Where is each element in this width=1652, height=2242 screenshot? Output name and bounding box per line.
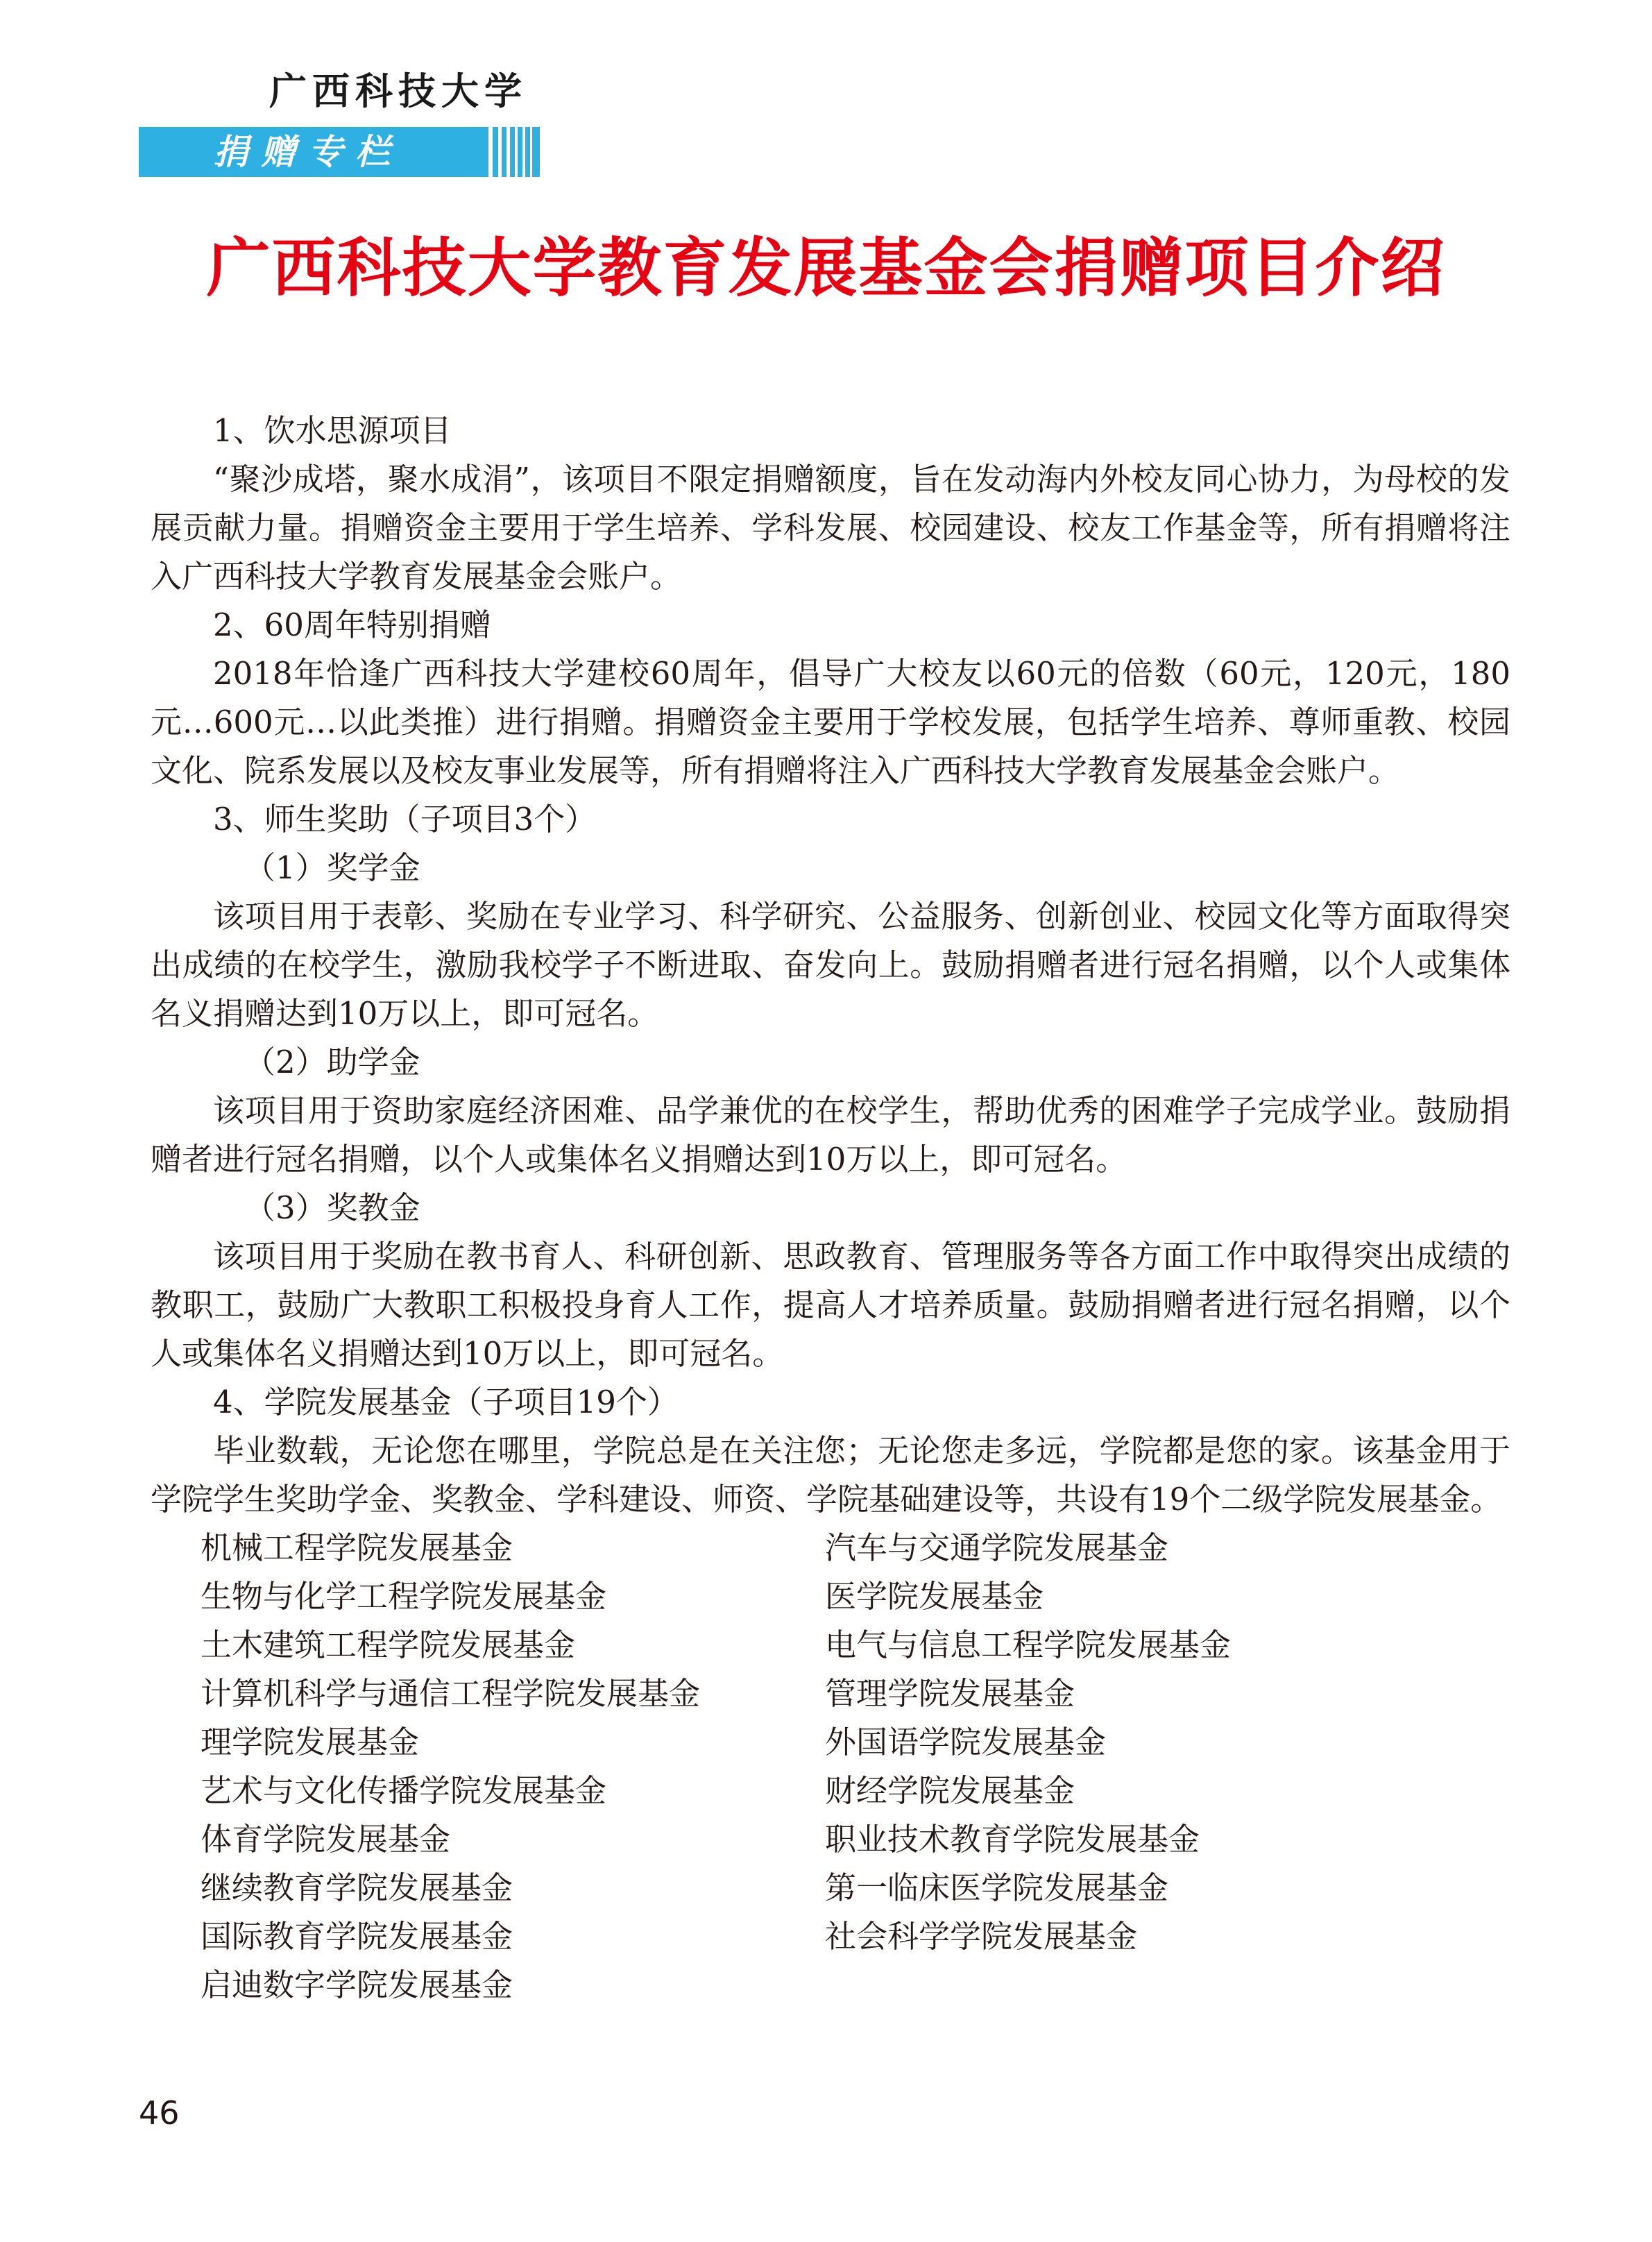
list-item: 外国语学院发展基金 <box>825 1724 1107 1760</box>
list-item: 机械工程学院发展基金 <box>201 1529 513 1566</box>
list-item: 医学院发展基金 <box>825 1578 1044 1615</box>
paragraph-project-1: “聚沙成塔，聚水成涓”，该项目不限定捐赠额度，旨在发动海内外校友同心协力，为母校的发展贡献力量。捐赠资金主要用于学生培养、学科发展、校园建设、校友工作基金等，所有捐赠将注入广西科技大学教育发展基金会账户。 <box>151 461 1510 595</box>
list-item: 社会科学学院发展基金 <box>825 1918 1138 1955</box>
banner-stripes <box>484 127 540 177</box>
paragraph-scholarship: 该项目用于表彰、奖励在专业学习、科学研究、公益服务、创新创业、校园文化等方面取得突出成绩的在校学生，激励我校学子不断进取、奋发向上。鼓励捐赠者进行冠名捐赠，以个人或集体名义捐赠达到10万以上，即可冠名。 <box>151 898 1510 1032</box>
heading-project-3: 3、师生奖助（子项目3个） <box>213 801 597 838</box>
list-item: 国际教育学院发展基金 <box>201 1918 513 1955</box>
list-item: 理学院发展基金 <box>201 1724 420 1760</box>
list-item: 继续教育学院发展基金 <box>201 1869 513 1906</box>
heading-project-1: 1、饮水思源项目 <box>213 412 452 449</box>
subheading-grant: （2）助学金 <box>244 1044 420 1080</box>
article-body <box>151 407 1510 2010</box>
list-item: 艺术与文化传播学院发展基金 <box>201 1772 607 1809</box>
header-university: 广西科技大学 <box>269 69 527 113</box>
list-item: 财经学院发展基金 <box>825 1772 1075 1809</box>
list-item: 汽车与交通学院发展基金 <box>825 1529 1169 1566</box>
list-item: 电气与信息工程学院发展基金 <box>825 1627 1232 1663</box>
college-fund-list <box>151 1524 1510 2010</box>
subheading-scholarship: （1）奖学金 <box>244 849 420 886</box>
list-item: 计算机科学与通信工程学院发展基金 <box>201 1675 701 1712</box>
list-item: 启迪数字学院发展基金 <box>201 1967 513 2003</box>
section-label: 捐赠专栏 <box>214 132 402 172</box>
list-item: 第一临床医学院发展基金 <box>825 1869 1169 1906</box>
page-number: 46 <box>139 2094 180 2132</box>
list-item: 体育学院发展基金 <box>201 1821 451 1858</box>
heading-project-2: 2、60周年特别捐赠 <box>213 606 491 643</box>
section-banner <box>139 127 540 177</box>
heading-project-4: 4、学院发展基金（子项目19个） <box>213 1384 679 1420</box>
paragraph-teaching-award: 该项目用于奖励在教书育人、科研创新、思政教育、管理服务等各方面工作中取得突出成绩的教职工，鼓励广大教职工积极投身育人工作，提高人才培养质量。鼓励捐赠者进行冠名捐赠，以个人或集体名义捐赠达到10万以上，即可冠名。 <box>151 1238 1510 1372</box>
page-title: 广西科技大学教育发展基金会捐赠项目介绍 <box>206 230 1446 305</box>
paragraph-project-2: 2018年恰逢广西科技大学建校60周年，倡导广大校友以60元的倍数（60元，120元，180元…600元…以此类推）进行捐赠。捐赠资金主要用于学校发展，包括学生培养、尊师重教、校园文化、院系发展以及校友事业发展等，所有捐赠将注入广西科技大学教育发展基金会账户。 <box>151 655 1510 789</box>
list-item: 土木建筑工程学院发展基金 <box>201 1627 576 1663</box>
paragraph-project-4: 毕业数载，无论您在哪里，学院总是在关注您；无论您走多远，学院都是您的家。该基金用于学院学生奖助学金、奖教金、学科建设、师资、学院基础建设等，共设有19个二级学院发展基金。 <box>151 1432 1510 1518</box>
subheading-teaching-award: （3）奖教金 <box>244 1189 420 1226</box>
list-item: 生物与化学工程学院发展基金 <box>201 1578 607 1615</box>
list-item: 管理学院发展基金 <box>825 1675 1075 1712</box>
list-item: 职业技术教育学院发展基金 <box>825 1821 1200 1858</box>
paragraph-grant: 该项目用于资助家庭经济困难、品学兼优的在校学生，帮助优秀的困难学子完成学业。鼓励捐赠者进行冠名捐赠，以个人或集体名义捐赠达到10万以上，即可冠名。 <box>151 1092 1510 1178</box>
